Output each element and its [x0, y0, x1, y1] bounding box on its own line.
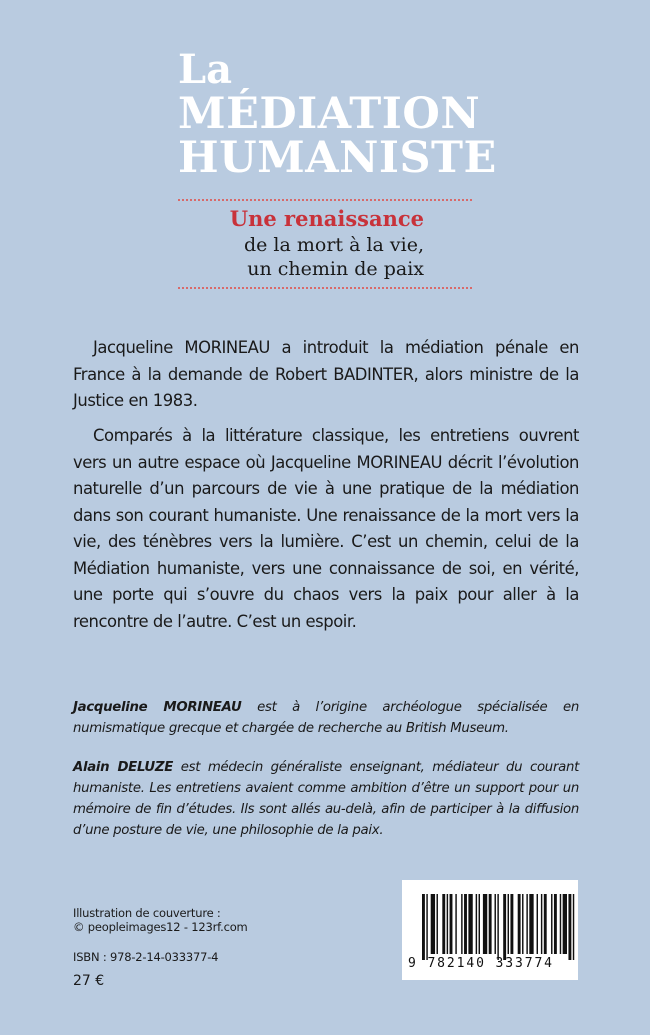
barcode-bar: [529, 894, 533, 954]
barcode-bar: [468, 894, 472, 954]
dotted-divider-bottom: [178, 287, 472, 289]
barcode-bar: [476, 894, 477, 954]
illustration-credit: [73, 906, 248, 934]
barcode-bar: [483, 894, 487, 954]
barcode-bar: [522, 894, 523, 954]
title-line-2: MÉDIATION: [178, 89, 481, 139]
barcode-bar: [526, 894, 527, 954]
barcode-bar: [442, 894, 445, 954]
bio-2-text: est médecin généraliste enseignant, médiateur du courant humaniste. Les entretiens avaient comme ambition d’être un support pour un mémoire de fin d’études. Ils sont allés au-delà, afin de participer à la diffusion d’une posture de vie, une philosophie de la paix.: [73, 760, 579, 838]
illustration-label: Illustration de couverture :: [73, 906, 221, 920]
barcode-bar: [537, 894, 538, 954]
barcode-bar: [450, 894, 453, 954]
barcode-bar: [497, 894, 498, 960]
barcode-bar: [431, 894, 435, 954]
title-line-1: La: [178, 46, 233, 93]
isbn-barcode: [402, 880, 578, 980]
subtitle-line-3: un chemin de paix: [247, 258, 424, 280]
barcode-bar: [422, 894, 425, 960]
barcode-bar: [518, 894, 521, 954]
barcode-bar: [563, 894, 567, 954]
dotted-divider-top: [178, 199, 472, 201]
barcode-bar: [503, 894, 506, 960]
barcode-bar: [447, 894, 448, 954]
barcode-bar: [455, 894, 456, 954]
isbn-text: ISBN : 978-2-14-033377-4: [73, 950, 219, 964]
subtitle-highlight: Une renaissance: [229, 206, 424, 231]
barcode-bar: [426, 894, 427, 960]
subtitle: [178, 205, 424, 281]
barcode-bar: [489, 894, 492, 954]
barcode-bar: [437, 894, 438, 954]
barcode-bar: [510, 894, 513, 954]
author-bio-1: [73, 697, 579, 739]
barcode-bar: [479, 894, 480, 954]
barcode-digits: 9 782140 333774: [408, 956, 554, 971]
illustration-source: © peopleimages12 - 123rf.com: [73, 920, 248, 934]
barcode-bar: [541, 894, 542, 954]
title-line-3: HUMANISTE: [178, 133, 497, 183]
bio-1-text: est à l’origine archéologue spécialisée en numismatique grecque et chargée de recherche au British Museum.: [73, 700, 579, 736]
body-paragraph-2: Comparés à la littérature classique, les entretiens ouvrent vers un autre espace où Jacqueline MORINEAU décrit l’évolution naturelle d’un parcours de vie à une pratique de la médiation dans son courant humaniste. Une renaissance de la mort vers la vie, des ténèbres vers la lumière. C’est un chemin, celui de la Médiation humaniste, vers une connaissance de soi, en vérité, une porte qui s’ouvre du chaos vers la paix pour aller à la rencontre de l’autre. C’est un espoir.: [73, 426, 579, 631]
barcode-bar: [461, 894, 462, 954]
author-bio-2: [73, 757, 579, 841]
barcode-bar: [573, 894, 574, 960]
barcode-bar: [560, 894, 561, 954]
bio-1-name: Jacqueline MORINEAU: [73, 700, 242, 715]
barcode-bar: [568, 894, 571, 960]
price-label: 27 €: [73, 973, 105, 989]
barcode-bar: [495, 894, 496, 954]
bio-2-name: Alain DELUZE: [73, 760, 174, 775]
book-title: [178, 46, 497, 183]
barcode-bar: [544, 894, 547, 954]
barcode-bar: [554, 894, 557, 954]
barcode-bar: [508, 894, 509, 954]
subtitle-line-2: de la mort à la vie,: [243, 234, 424, 256]
body-paragraph-1: Jacqueline MORINEAU a introduit la médiation pénale en France à la demande de Robert BADINTER, alors ministre de la Justice en 1983.: [73, 338, 579, 410]
barcode-bar: [464, 894, 467, 954]
barcode-bar: [551, 894, 552, 954]
